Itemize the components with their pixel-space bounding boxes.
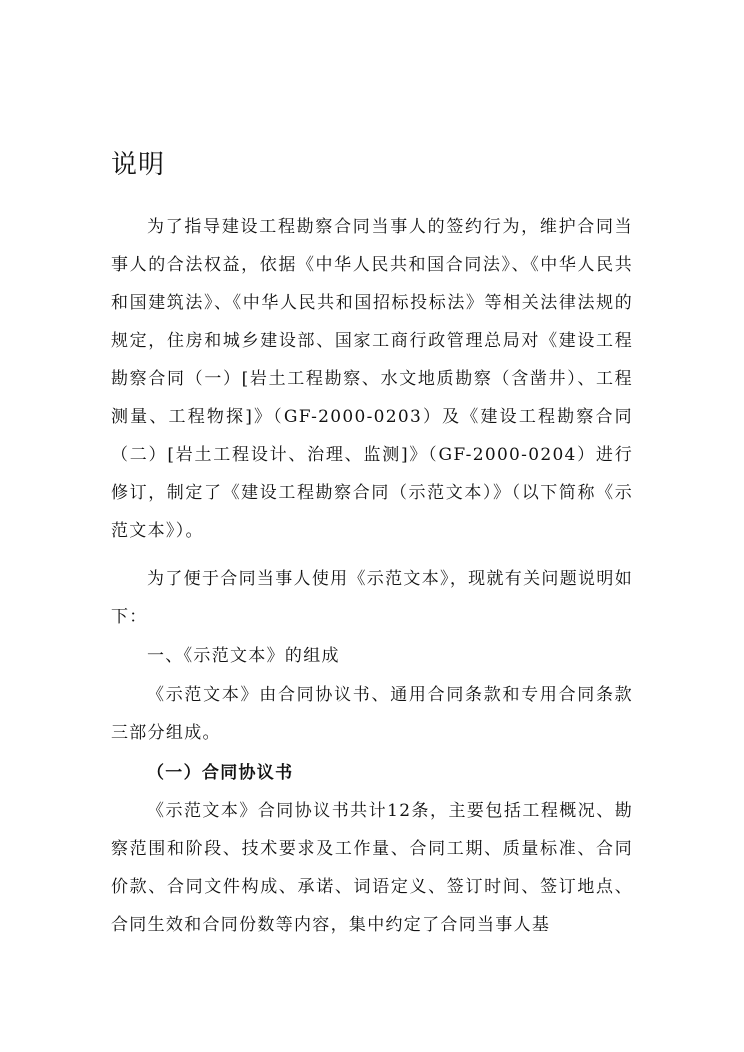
intro-paragraph: 为了指导建设工程勘察合同当事人的签约行为，维护合同当事人的合法权益，依据《中华人民共和国合同法》、《中华人民共和国建筑法》、《中华人民共和国招标投标法》等相关法律法规的规定，住房和城乡建设部、国家工商行政管理总局对《建设工程勘察合同（一）[岩土工程勘察、水文地质勘察（含凿井）、工程测量、工程物探]》（GF-2000-0203）及《建设工程勘察合同（二）[岩土工程设计、治理、监测]》（GF-2000-0204）进行修订，制定了《建设工程勘察合同（示范文本）》（以下简称《示范文本》）。 (111, 217, 633, 541)
subsection-heading: （一）合同协议书 (147, 763, 294, 783)
page-title: 说明 (111, 150, 166, 180)
section-paragraph: 《示范文本》由合同协议书、通用合同条款和专用合同条款三部分组成。 (111, 685, 633, 743)
subsection-paragraph: 《示范文本》合同协议书共计12条，主要包括工程概况、勘察范围和阶段、技术要求及工作量、合同工期、质量标准、合同价款、合同文件构成、承诺、词语定义、签订时间、签订地点、合同生效和合同份数等内容，集中约定了合同当事人基 (111, 801, 633, 935)
usage-paragraph: 为了便于合同当事人使用《示范文本》，现就有关问题说明如下： (111, 569, 633, 627)
section-heading: 一、《示范文本》的组成 (147, 646, 340, 666)
